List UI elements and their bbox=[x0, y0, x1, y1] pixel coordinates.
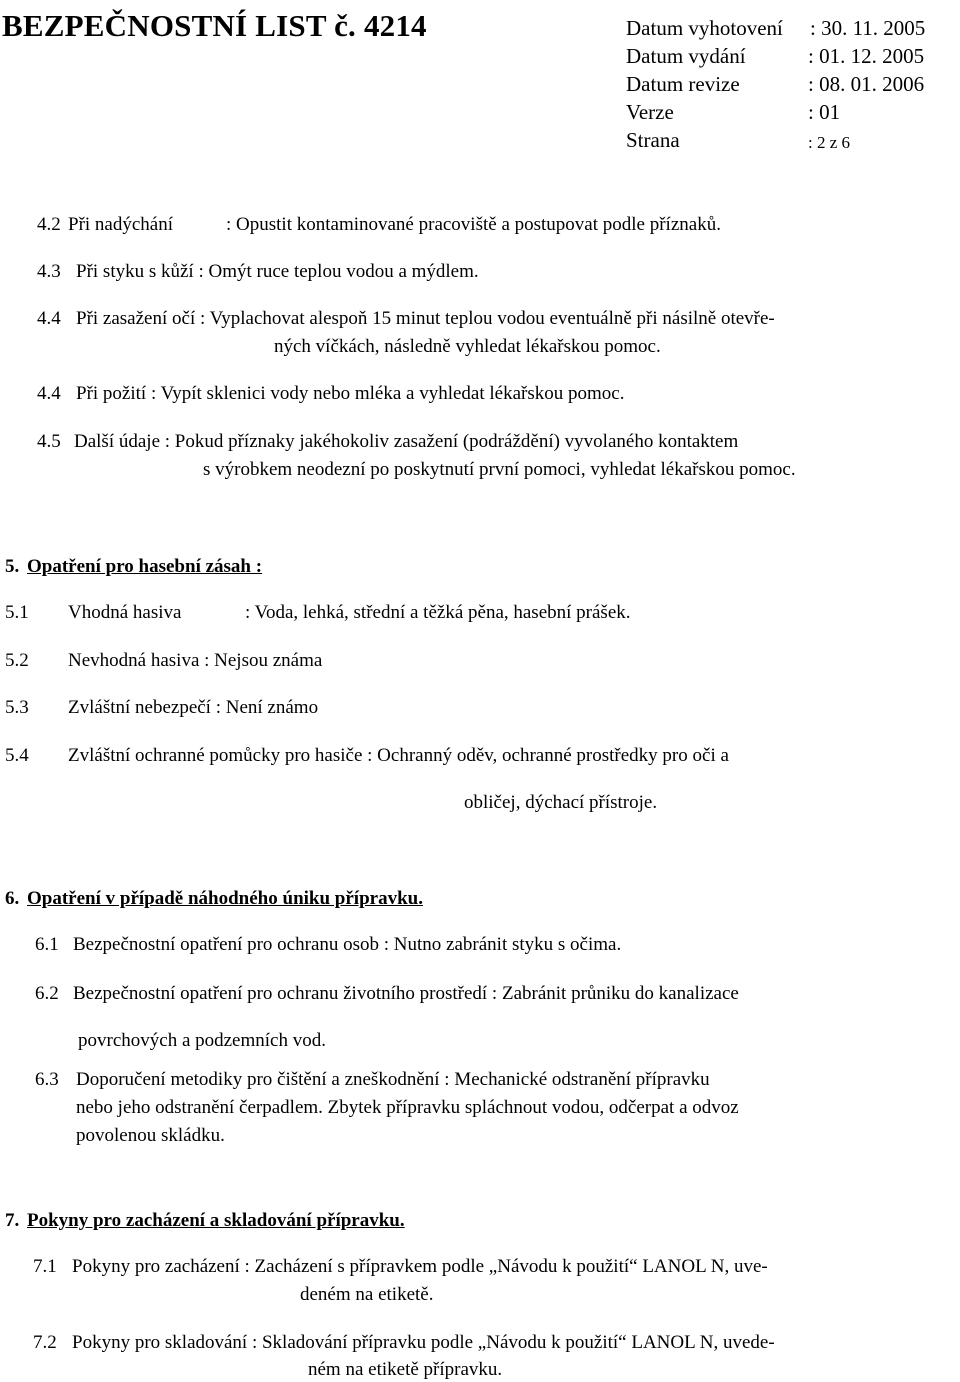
item-text-continued: ných víčkách, následně vyhledat lékařskou pomoc. bbox=[274, 336, 661, 357]
section-heading: Opatření pro hasební zásah : bbox=[27, 556, 263, 577]
item-number: 6.2 bbox=[35, 983, 59, 1004]
item-label: Při nadýchání bbox=[68, 214, 174, 235]
item-text: : Voda, lehká, střední a těžká pěna, hasební prášek. bbox=[245, 602, 631, 623]
meta-value-page: : 2 z 6 bbox=[808, 133, 851, 152]
item-number: 7.1 bbox=[33, 1256, 57, 1277]
item-number: 5.1 bbox=[5, 602, 29, 623]
document-title: BEZPEČNOSTNÍ LIST č. 4214 bbox=[2, 8, 427, 43]
item-text: Při zasažení očí : Vyplachovat alespoň 15 minut teplou vodou eventuálně při násilně otevře- bbox=[76, 308, 775, 329]
item-text-continued: povrchových a podzemních vod. bbox=[78, 1030, 326, 1051]
meta-label-page: Strana bbox=[626, 128, 680, 152]
item-number: 5.2 bbox=[5, 650, 29, 671]
item-number: 6.1 bbox=[35, 934, 59, 955]
section-heading: Opatření v případě náhodného úniku přípravku. bbox=[27, 888, 423, 909]
meta-label-version: Verze bbox=[626, 100, 674, 124]
meta-label-created: Datum vyhotovení bbox=[626, 16, 783, 40]
item-label: Vhodná hasiva bbox=[68, 602, 182, 623]
item-number: 5.3 bbox=[5, 697, 29, 718]
item-text: Nevhodná hasiva : Nejsou známa bbox=[68, 650, 323, 671]
meta-label-revised: Datum revize bbox=[626, 72, 740, 96]
item-number: 7.2 bbox=[33, 1332, 57, 1353]
item-text: Doporučení metodiky pro čištění a zneškodnění : Mechanické odstranění přípravku bbox=[76, 1069, 710, 1090]
item-number: 4.5 bbox=[37, 431, 61, 452]
item-text: Další údaje : Pokud příznaky jakéhokoliv zasažení (podráždění) vyvolaného kontaktem bbox=[74, 431, 739, 452]
item-text-continued: povolenou skládku. bbox=[76, 1125, 225, 1146]
item-text: Při styku s kůží : Omýt ruce teplou vodou a mýdlem. bbox=[76, 261, 479, 282]
item-text: Zvláštní ochranné pomůcky pro hasiče : Ochranný oděv, ochranné prostředky pro oči a bbox=[68, 745, 729, 766]
section-number: 5. bbox=[5, 556, 20, 577]
item-text: Bezpečnostní opatření pro ochranu osob : Nutno zabránit styku s očima. bbox=[73, 934, 622, 955]
section-heading: Pokyny pro zacházení a skladování přípravku. bbox=[27, 1210, 405, 1231]
item-number: 6.3 bbox=[35, 1069, 59, 1090]
item-text: Při požití : Vypít sklenici vody nebo mléka a vyhledat lékařskou pomoc. bbox=[76, 383, 625, 404]
section-number: 6. bbox=[5, 888, 20, 909]
meta-value-created: : 30. 11. 2005 bbox=[810, 16, 926, 40]
meta-value-version: : 01 bbox=[808, 100, 841, 124]
item-text: Pokyny pro zacházení : Zacházení s přípravkem podle „Návodu k použití“ LANOL N, uve- bbox=[72, 1256, 768, 1277]
item-text-continued: nebo jeho odstranění čerpadlem. Zbytek přípravku spláchnout vodou, odčerpat a odvoz bbox=[76, 1097, 739, 1118]
item-text: : Opustit kontaminované pracoviště a postupovat podle příznaků. bbox=[226, 214, 721, 235]
item-text-continued: s výrobkem neodezní po poskytnutí první pomoci, vyhledat lékařskou pomoc. bbox=[203, 459, 796, 480]
meta-value-revised: : 08. 01. 2006 bbox=[808, 72, 925, 96]
item-number: 5.4 bbox=[5, 745, 29, 766]
meta-value-issued: : 01. 12. 2005 bbox=[808, 44, 925, 68]
section-number: 7. bbox=[5, 1210, 20, 1231]
item-number: 4.4 bbox=[37, 383, 61, 404]
item-text-continued: ném na etiketě přípravku. bbox=[308, 1359, 503, 1380]
item-number: 4.2 bbox=[37, 214, 61, 235]
item-number: 4.3 bbox=[37, 261, 61, 282]
item-text: Pokyny pro skladování : Skladování přípravku podle „Návodu k použití“ LANOL N, uvede- bbox=[72, 1332, 775, 1353]
item-text-continued: obličej, dýchací přístroje. bbox=[464, 792, 658, 813]
item-text-continued: deném na etiketě. bbox=[300, 1284, 434, 1305]
item-text: Bezpečnostní opatření pro ochranu životního prostředí : Zabránit průniku do kanalizace bbox=[73, 983, 739, 1004]
item-text: Zvláštní nebezpečí : Není známo bbox=[68, 697, 319, 718]
meta-label-issued: Datum vydání bbox=[626, 44, 746, 68]
item-number: 4.4 bbox=[37, 308, 61, 329]
